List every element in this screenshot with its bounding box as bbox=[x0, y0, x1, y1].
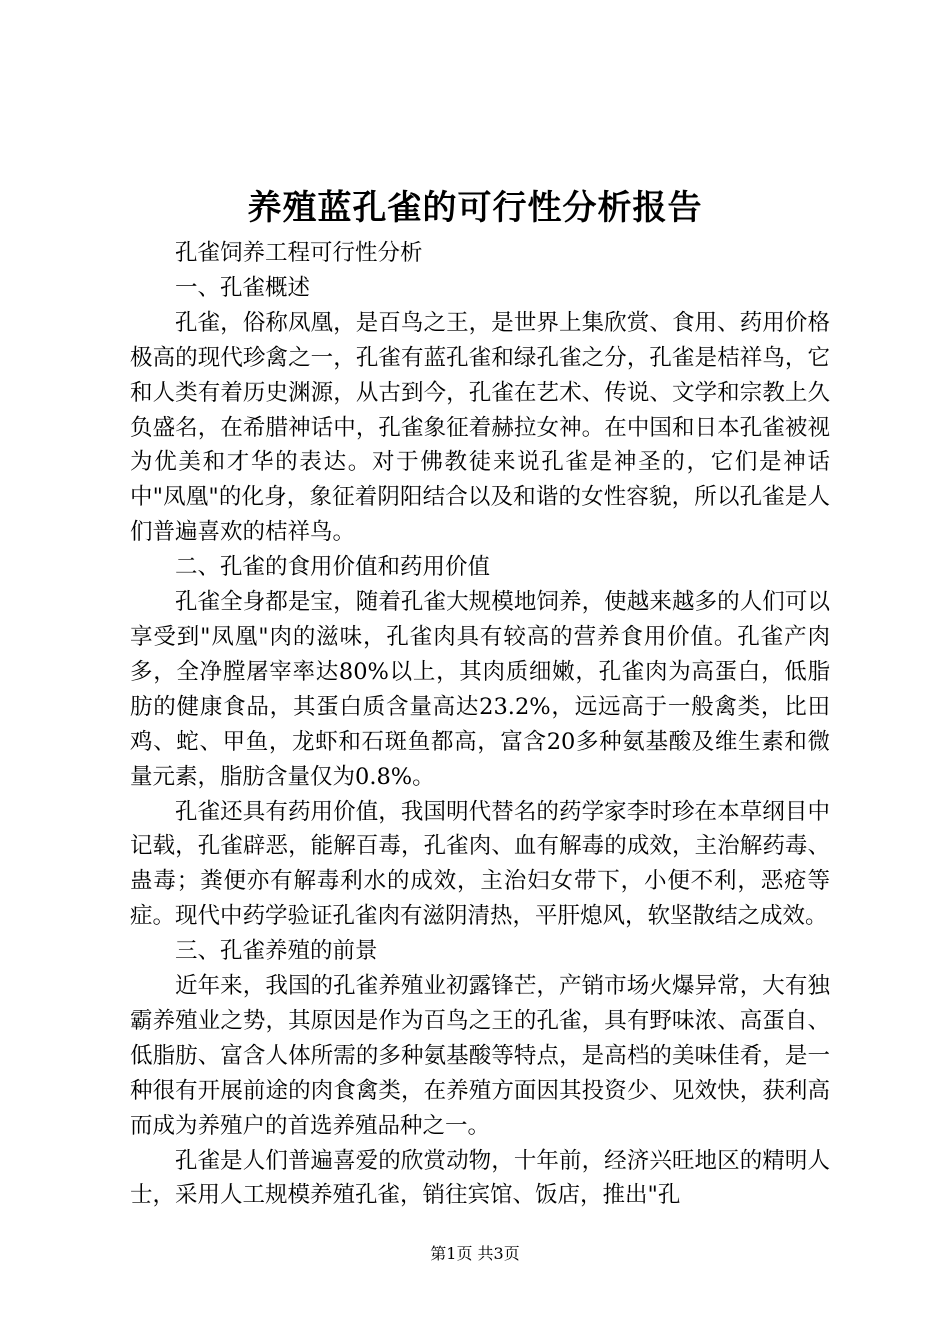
section-heading-2: 二、孔雀的食用价值和药用价值 bbox=[175, 554, 491, 581]
paragraph-ornamental: 孔雀是人们普遍喜爱的欣赏动物，十年前，经济兴旺地区的精明人士，采用人工规模养殖孔雀，销往宾馆、饭店，推出"孔 bbox=[130, 1147, 830, 1209]
section-heading-3: 三、孔雀养殖的前景 bbox=[175, 938, 378, 965]
document-body bbox=[130, 236, 830, 1213]
subtitle-line: 孔雀饲养工程可行性分析 bbox=[175, 240, 423, 266]
paragraph-prospects: 近年来，我国的孔雀养殖业初露锋芒，产销市场火爆异常，大有独霸养殖业之势，其原因是作为百鸟之王的孔雀，具有野味浓、高蛋自、低脂肪、富含人体所需的多种氨基酸等特点，是高档的美味佳肴，是一种很有开展前途的肉食禽类，在养殖方面因其投资少、见效快，获利高而成为养殖户的首选养殖品种之一。 bbox=[130, 973, 830, 1139]
paragraph-medicinal-value: 孔雀还具有药用价值，我国明代替名的药学家李时珍在本草纲目中记载，孔雀辟恶，能解百毒，孔雀肉、血有解毒的成效，主治解药毒、蛊毒；粪便亦有解毒利水的成效，主治妇女带下，小便不利，恶疮等症。现代中药学验证孔雀肉有滋阴清热，平肝熄风，软坚散结之成效。 bbox=[130, 798, 830, 930]
paragraph-food-value: 孔雀全身都是宝，随着孔雀大规模地饲养，使越来越多的人们可以享受到"凤凰"肉的滋味，孔雀肉具有较高的营养食用价值。孔雀产肉多，全净膛屠宰率达80%以上，其肉质细嫩，孔雀肉为高蛋白，低脂肪的健康食品，其蛋白质含量高达23.2%，远远高于一般禽类，比田鸡、蛇、甲鱼，龙虾和石斑鱼都高，富含20多种氨基酸及维生素和微量元素，脂肪含量仅为0.8%。 bbox=[130, 589, 830, 790]
document-title: 养殖蓝孔雀的可行性分析报告 bbox=[247, 188, 703, 228]
section-heading-1: 一、孔雀概述 bbox=[175, 274, 311, 301]
paragraph-overview: 孔雀，俗称凤凰，是百鸟之王，是世界上集欣赏、食用、药用价格极高的现代珍禽之一，孔雀有蓝孔雀和绿孔雀之分，孔雀是桔祥鸟，它和人类有着历史渊源，从古到今，孔雀在艺术、传说、文学和宗教上久负盛名，在希腊神话中，孔雀象征着赫拉女神。在中国和日本孔雀被视为优美和才华的表达。对于佛教徒来说孔雀是神圣的，它们是神话中"凤凰"的化身，象征着阴阳结合以及和谐的女性容貌，所以孔雀是人们普遍喜欢的桔祥鸟。 bbox=[130, 309, 830, 546]
page-footer: 第1页 共3页 bbox=[430, 1244, 520, 1263]
